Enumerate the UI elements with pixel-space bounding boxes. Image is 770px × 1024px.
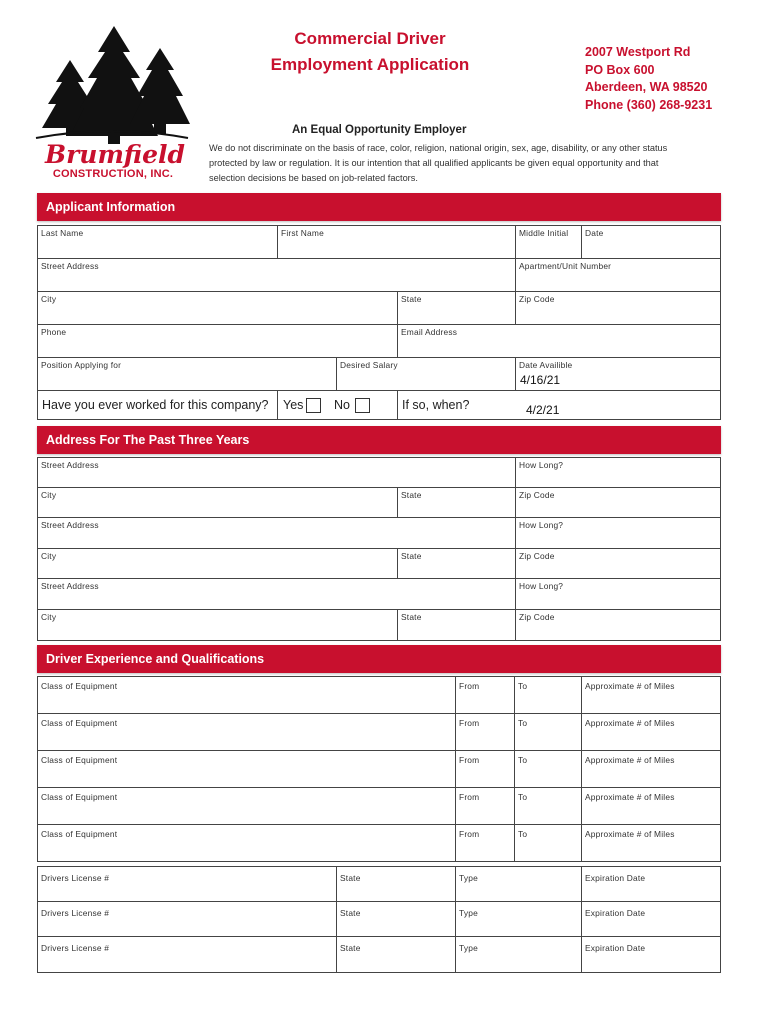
equipment-from-3[interactable]: From [455, 750, 515, 788]
equipment-to-5[interactable]: To [514, 824, 582, 862]
worked-before-question: Have you ever worked for this company? [37, 390, 278, 420]
equipment-to-2[interactable]: To [514, 713, 582, 751]
yes-checkbox[interactable] [306, 398, 321, 413]
history-street-3[interactable]: Street Address [37, 578, 516, 610]
last-name-field[interactable]: Last Name [37, 225, 278, 259]
equipment-miles-3[interactable]: Approximate # of Miles [581, 750, 721, 788]
if-so-when-value: 4/2/21 [526, 403, 560, 417]
license-expiration-3[interactable]: Expiration Date [581, 936, 721, 973]
equipment-from-5[interactable]: From [455, 824, 515, 862]
license-number-3[interactable]: Drivers License # [37, 936, 337, 973]
history-street-1[interactable]: Street Address [37, 457, 516, 488]
desired-salary-field[interactable]: Desired Salary [336, 357, 516, 391]
license-number-2[interactable]: Drivers License # [37, 901, 337, 937]
history-state-3[interactable]: State [397, 609, 516, 641]
license-expiration-1[interactable]: Expiration Date [581, 866, 721, 902]
city-field[interactable]: City [37, 291, 398, 325]
date-field[interactable]: Date [581, 225, 721, 259]
history-how-long-1[interactable]: How Long? [515, 457, 721, 488]
license-type-1[interactable]: Type [455, 866, 582, 902]
logo-subtitle: CONSTRUCTION, INC. [52, 168, 174, 180]
equipment-class-1[interactable]: Class of Equipment [37, 676, 456, 714]
address-history-grid [37, 457, 721, 641]
date-available-value: 4/16/21 [520, 373, 561, 387]
history-how-long-2[interactable]: How Long? [515, 517, 721, 549]
phone-field[interactable]: Phone [37, 324, 398, 358]
email-field[interactable]: Email Address [397, 324, 721, 358]
equipment-from-4[interactable]: From [455, 787, 515, 825]
equipment-miles-2[interactable]: Approximate # of Miles [581, 713, 721, 751]
equipment-class-5[interactable]: Class of Equipment [37, 824, 456, 862]
eoe-statement: We do not discriminate on the basis of race, color, religion, national origin, sex, age, disability, or any other status protected by law or regulation. It is our intention that all qualified applicants be given equal opportunity and that selection decisions be based on job-related factors. [209, 143, 668, 183]
if-so-when-field[interactable]: If so, when? 4/2/21 [397, 390, 721, 420]
middle-initial-field[interactable]: Middle Initial [515, 225, 582, 259]
logo-wordmark: Brumfield [45, 140, 185, 169]
history-zip-2[interactable]: Zip Code [515, 548, 721, 579]
street-address-field[interactable]: Street Address [37, 258, 516, 292]
license-type-2[interactable]: Type [455, 901, 582, 937]
section-driver-experience: Driver Experience and Qualifications [37, 645, 721, 673]
no-checkbox[interactable] [355, 398, 370, 413]
equipment-miles-5[interactable]: Approximate # of Miles [581, 824, 721, 862]
equipment-miles-4[interactable]: Approximate # of Miles [581, 787, 721, 825]
history-how-long-3[interactable]: How Long? [515, 578, 721, 610]
company-address: 2007 Westport Rd PO Box 600 Aberdeen, WA 98520 Phone (360) 268-9231 [585, 45, 713, 112]
zip-field[interactable]: Zip Code [515, 291, 721, 325]
license-number-1[interactable]: Drivers License # [37, 866, 337, 902]
state-field[interactable]: State [397, 291, 516, 325]
equipment-class-4[interactable]: Class of Equipment [37, 787, 456, 825]
form-title: Commercial Driver Employment Application [270, 29, 470, 74]
equipment-from-1[interactable]: From [455, 676, 515, 714]
date-available-field[interactable]: Date Availible 4/16/21 [515, 357, 721, 391]
apartment-field[interactable]: Apartment/Unit Number [515, 258, 721, 292]
eoe-heading: An Equal Opportunity Employer [292, 124, 467, 136]
equipment-to-3[interactable]: To [514, 750, 582, 788]
equipment-class-2[interactable]: Class of Equipment [37, 713, 456, 751]
history-city-1[interactable]: City [37, 487, 398, 518]
history-state-2[interactable]: State [397, 548, 516, 579]
position-field[interactable]: Position Applying for [37, 357, 337, 391]
history-zip-3[interactable]: Zip Code [515, 609, 721, 641]
applicant-grid [37, 225, 721, 420]
history-zip-1[interactable]: Zip Code [515, 487, 721, 518]
equipment-class-3[interactable]: Class of Equipment [37, 750, 456, 788]
equipment-miles-1[interactable]: Approximate # of Miles [581, 676, 721, 714]
worked-before-options: Yes No [277, 390, 398, 420]
license-expiration-2[interactable]: Expiration Date [581, 901, 721, 937]
license-state-3[interactable]: State [336, 936, 456, 973]
equipment-to-4[interactable]: To [514, 787, 582, 825]
history-state-1[interactable]: State [397, 487, 516, 518]
section-applicant-information: Applicant Information [37, 193, 721, 221]
history-city-2[interactable]: City [37, 548, 398, 579]
first-name-field[interactable]: First Name [277, 225, 516, 259]
history-street-2[interactable]: Street Address [37, 517, 516, 549]
license-state-2[interactable]: State [336, 901, 456, 937]
experience-grid [37, 676, 721, 971]
equipment-from-2[interactable]: From [455, 713, 515, 751]
history-city-3[interactable]: City [37, 609, 398, 641]
license-type-3[interactable]: Type [455, 936, 582, 973]
license-state-1[interactable]: State [336, 866, 456, 902]
equipment-to-1[interactable]: To [514, 676, 582, 714]
section-address-history: Address For The Past Three Years [37, 426, 721, 454]
